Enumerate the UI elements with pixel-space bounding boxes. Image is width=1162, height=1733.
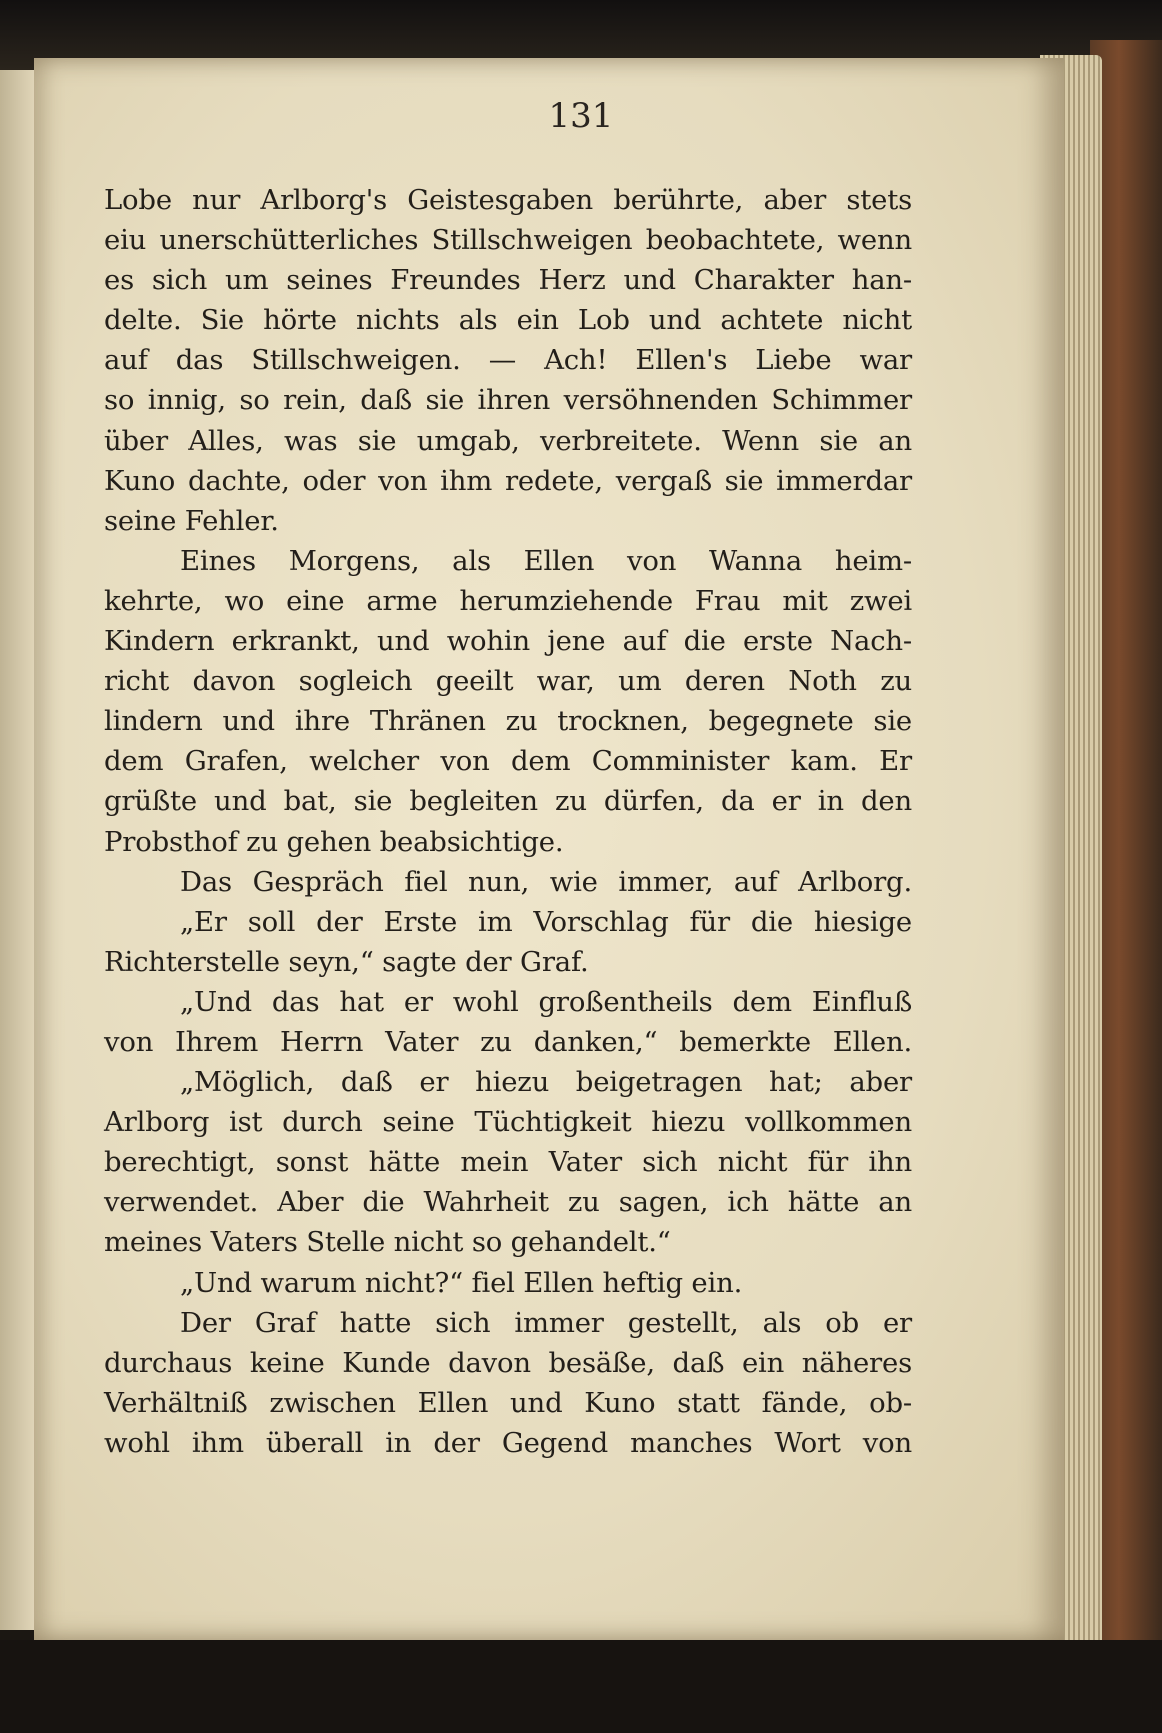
text-line: durchaus keine Kunde davon besäße, daß ein näheres (104, 1346, 912, 1379)
text-line: es sich um seines Freundes Herz und Charakter han- (104, 264, 912, 297)
text-line: meines Vaters Stelle nicht so gehandelt.“ (104, 1226, 671, 1259)
text-line: Probsthof zu gehen beabsichtige. (104, 825, 564, 858)
text-line: dem Grafen, welcher von dem Comminister kam. Er (104, 745, 912, 778)
text-line: richt davon sogleich geeilt war, um deren Noth zu (104, 665, 912, 698)
text-line: eiu unerschütterliches Stillschweigen beobachtete, wenn (104, 224, 912, 257)
page-number: 131 (548, 96, 614, 136)
text-line: über Alles, was sie umgab, verbreitete. Wenn sie an (104, 424, 912, 457)
text-line: berechtigt, sonst hätte mein Vater sich nicht für ihn (104, 1146, 912, 1179)
facing-page-edge (0, 70, 34, 1630)
text-line: Der Graf hatte sich immer gestellt, als ob er (180, 1306, 912, 1339)
text-line: lindern und ihre Thränen zu trocknen, begegnete sie (104, 705, 912, 738)
text-line: delte. Sie hörte nichts als ein Lob und achtete nicht (104, 304, 912, 337)
text-line: verwendet. Aber die Wahrheit zu sagen, ich hätte an (104, 1186, 912, 1219)
text-line: von Ihrem Herrn Vater zu danken,“ bemerkte Ellen. (104, 1025, 912, 1058)
text-line: „Er soll der Erste im Vorschlag für die hiesige (180, 905, 912, 938)
text-line: „Und das hat er wohl großentheils dem Einfluß (180, 985, 912, 1018)
text-line: auf das Stillschweigen. — Ach! Ellen's Liebe war (104, 344, 912, 377)
text-line: Kindern erkrankt, und wohin jene auf die erste Nach- (104, 625, 912, 658)
background-bottom (0, 1640, 1162, 1733)
text-line: kehrte, wo eine arme herumziehende Frau mit zwei (104, 584, 912, 617)
text-line: „Und warum nicht?“ fiel Ellen heftig ein. (180, 1266, 743, 1299)
text-line: Eines Morgens, als Ellen von Wanna heim- (180, 544, 912, 577)
text-line: Arlborg ist durch seine Tüchtigkeit hiezu vollkommen (104, 1106, 912, 1139)
text-line: so innig, so rein, daß sie ihren versöhnenden Schimmer (104, 384, 912, 417)
text-line: Verhältniß zwischen Ellen und Kuno statt fände, ob- (104, 1386, 912, 1419)
text-line: wohl ihm überall in der Gegend manches Wort von (104, 1426, 912, 1459)
text-line: Richterstelle seyn,“ sagte der Graf. (104, 945, 589, 978)
text-line: Kuno dachte, oder von ihm redete, vergaß sie immerdar (104, 464, 912, 497)
text-line: grüßte und bat, sie begleiten zu dürfen, da er in den (104, 785, 912, 818)
body-text (104, 180, 912, 1463)
text-line: „Möglich, daß er hiezu beigetragen hat; aber (180, 1066, 912, 1099)
text-line: Das Gespräch fiel nun, wie immer, auf Arlborg. (180, 865, 912, 898)
text-line: Lobe nur Arlborg's Geistesgaben berührte, aber stets (104, 184, 912, 216)
text-line: seine Fehler. (104, 504, 279, 537)
